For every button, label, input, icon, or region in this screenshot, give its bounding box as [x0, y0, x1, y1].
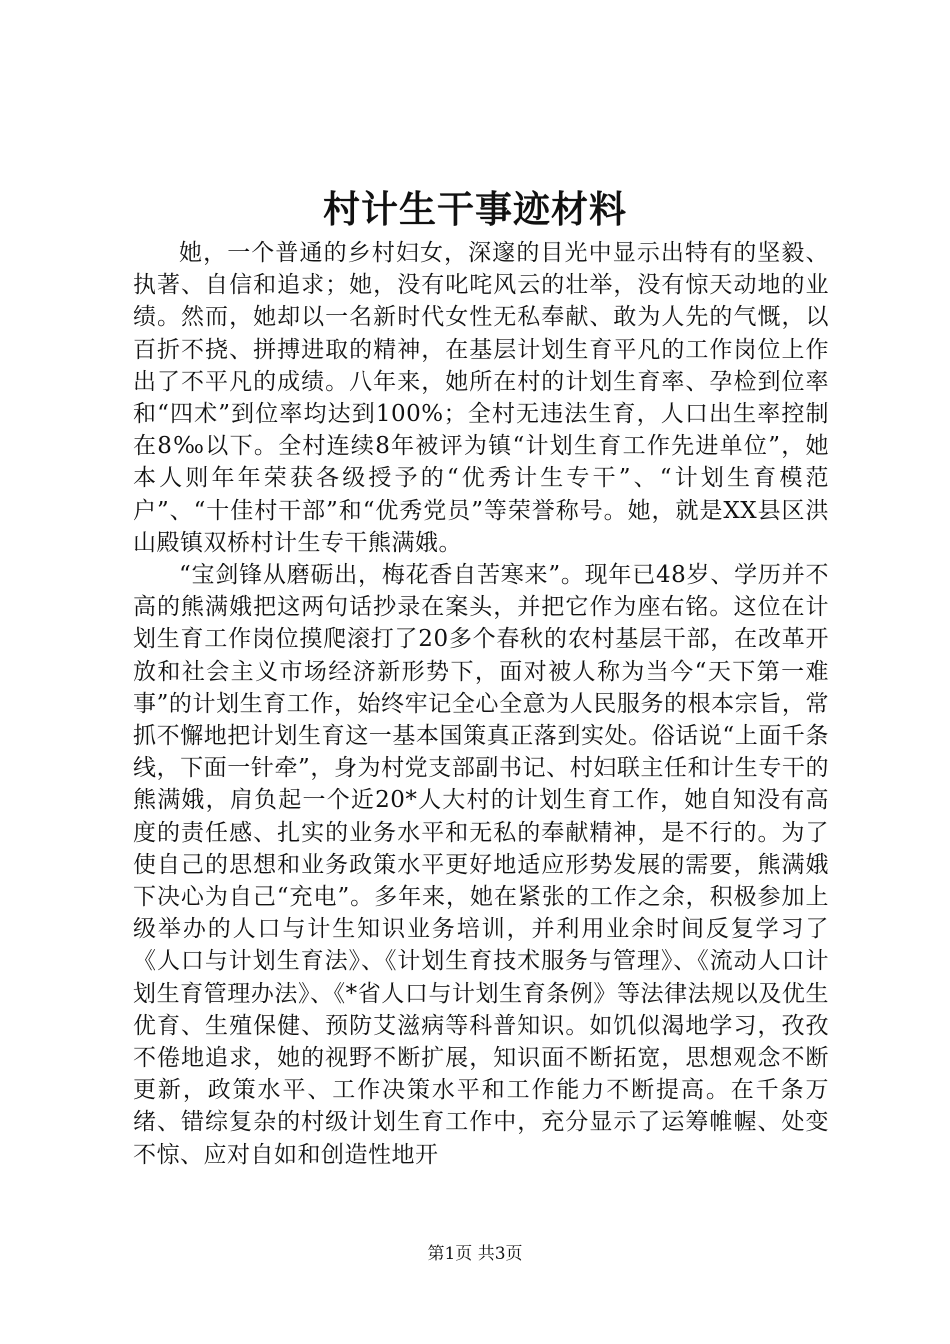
- paragraph-1: 她，一个普通的乡村妇女，深邃的目光中显示出特有的坚毅、执著、自信和追求；她，没有叱咤风云的壮举，没有惊天动地的业绩。然而，她却以一名新时代女性无私奉献、敢为人先的气慨，以百折不挠、拼搏进取的精神，在基层计划生育平凡的工作岗位上作出了不平凡的成绩。八年来，她所在村的计划生育率、孕检到位率和“四术”到位率均达到100%；全村无违法生育，人口出生率控制在8‰以下。全村连续8年被评为镇“计划生育工作先进单位”，她本人则年年荣获各级授予的“优秀计生专干”、“计划生育模范户”、“十佳村干部”和“优秀党员”等荣誉称号。她，就是XX县区洪山殿镇双桥村计生专干熊满娥。: [133, 240, 829, 556]
- document-title: 村计生干事迹材料: [323, 187, 627, 231]
- page-number-footer: 第1页 共3页: [427, 1244, 523, 1264]
- document-body: [133, 237, 829, 1171]
- paragraph-2: “宝剑锋从磨砺出，梅花香自苦寒来”。现年已48岁、学历并不高的熊满娥把这两句话抄录在案头，并把它作为座右铭。这位在计划生育工作岗位摸爬滚打了20多个春秋的农村基层干部，在改革开放和社会主义市场经济新形势下，面对被人称为当今“天下第一难事”的计划生育工作，始终牢记全心全意为人民服务的根本宗旨，常抓不懈地把计划生育这一基本国策真正落到实处。俗话说“上面千条线，下面一针牵”，身为村党支部副书记、村妇联主任和计生专干的熊满娥，肩负起一个近20*人大村的计划生育工作，她自知没有高度的责任感、扎实的业务水平和无私的奉献精神，是不行的。为了使自己的思想和业务政策水平更好地适应形势发展的需要，熊满娥下决心为自己“充电”。多年来，她在紧张的工作之余，积极参加上级举办的人口与计生知识业务培训，并利用业余时间反复学习了《人口与计划生育法》、《计划生育技术服务与管理》、《流动人口计划生育管理办法》、《*省人口与计划生育条例》等法律法规以及优生优育、生殖保健、预防艾滋病等科普知识。如饥似渴地学习，孜孜不倦地追求，她的视野不断扩展，知识面不断拓宽，思想观念不断更新，政策水平、工作决策水平和工作能力不断提高。在千条万绪、错综复杂的村级计划生育工作中，充分显示了运筹帷幄、处变不惊、应对自如和创造性地开: [133, 562, 829, 1168]
